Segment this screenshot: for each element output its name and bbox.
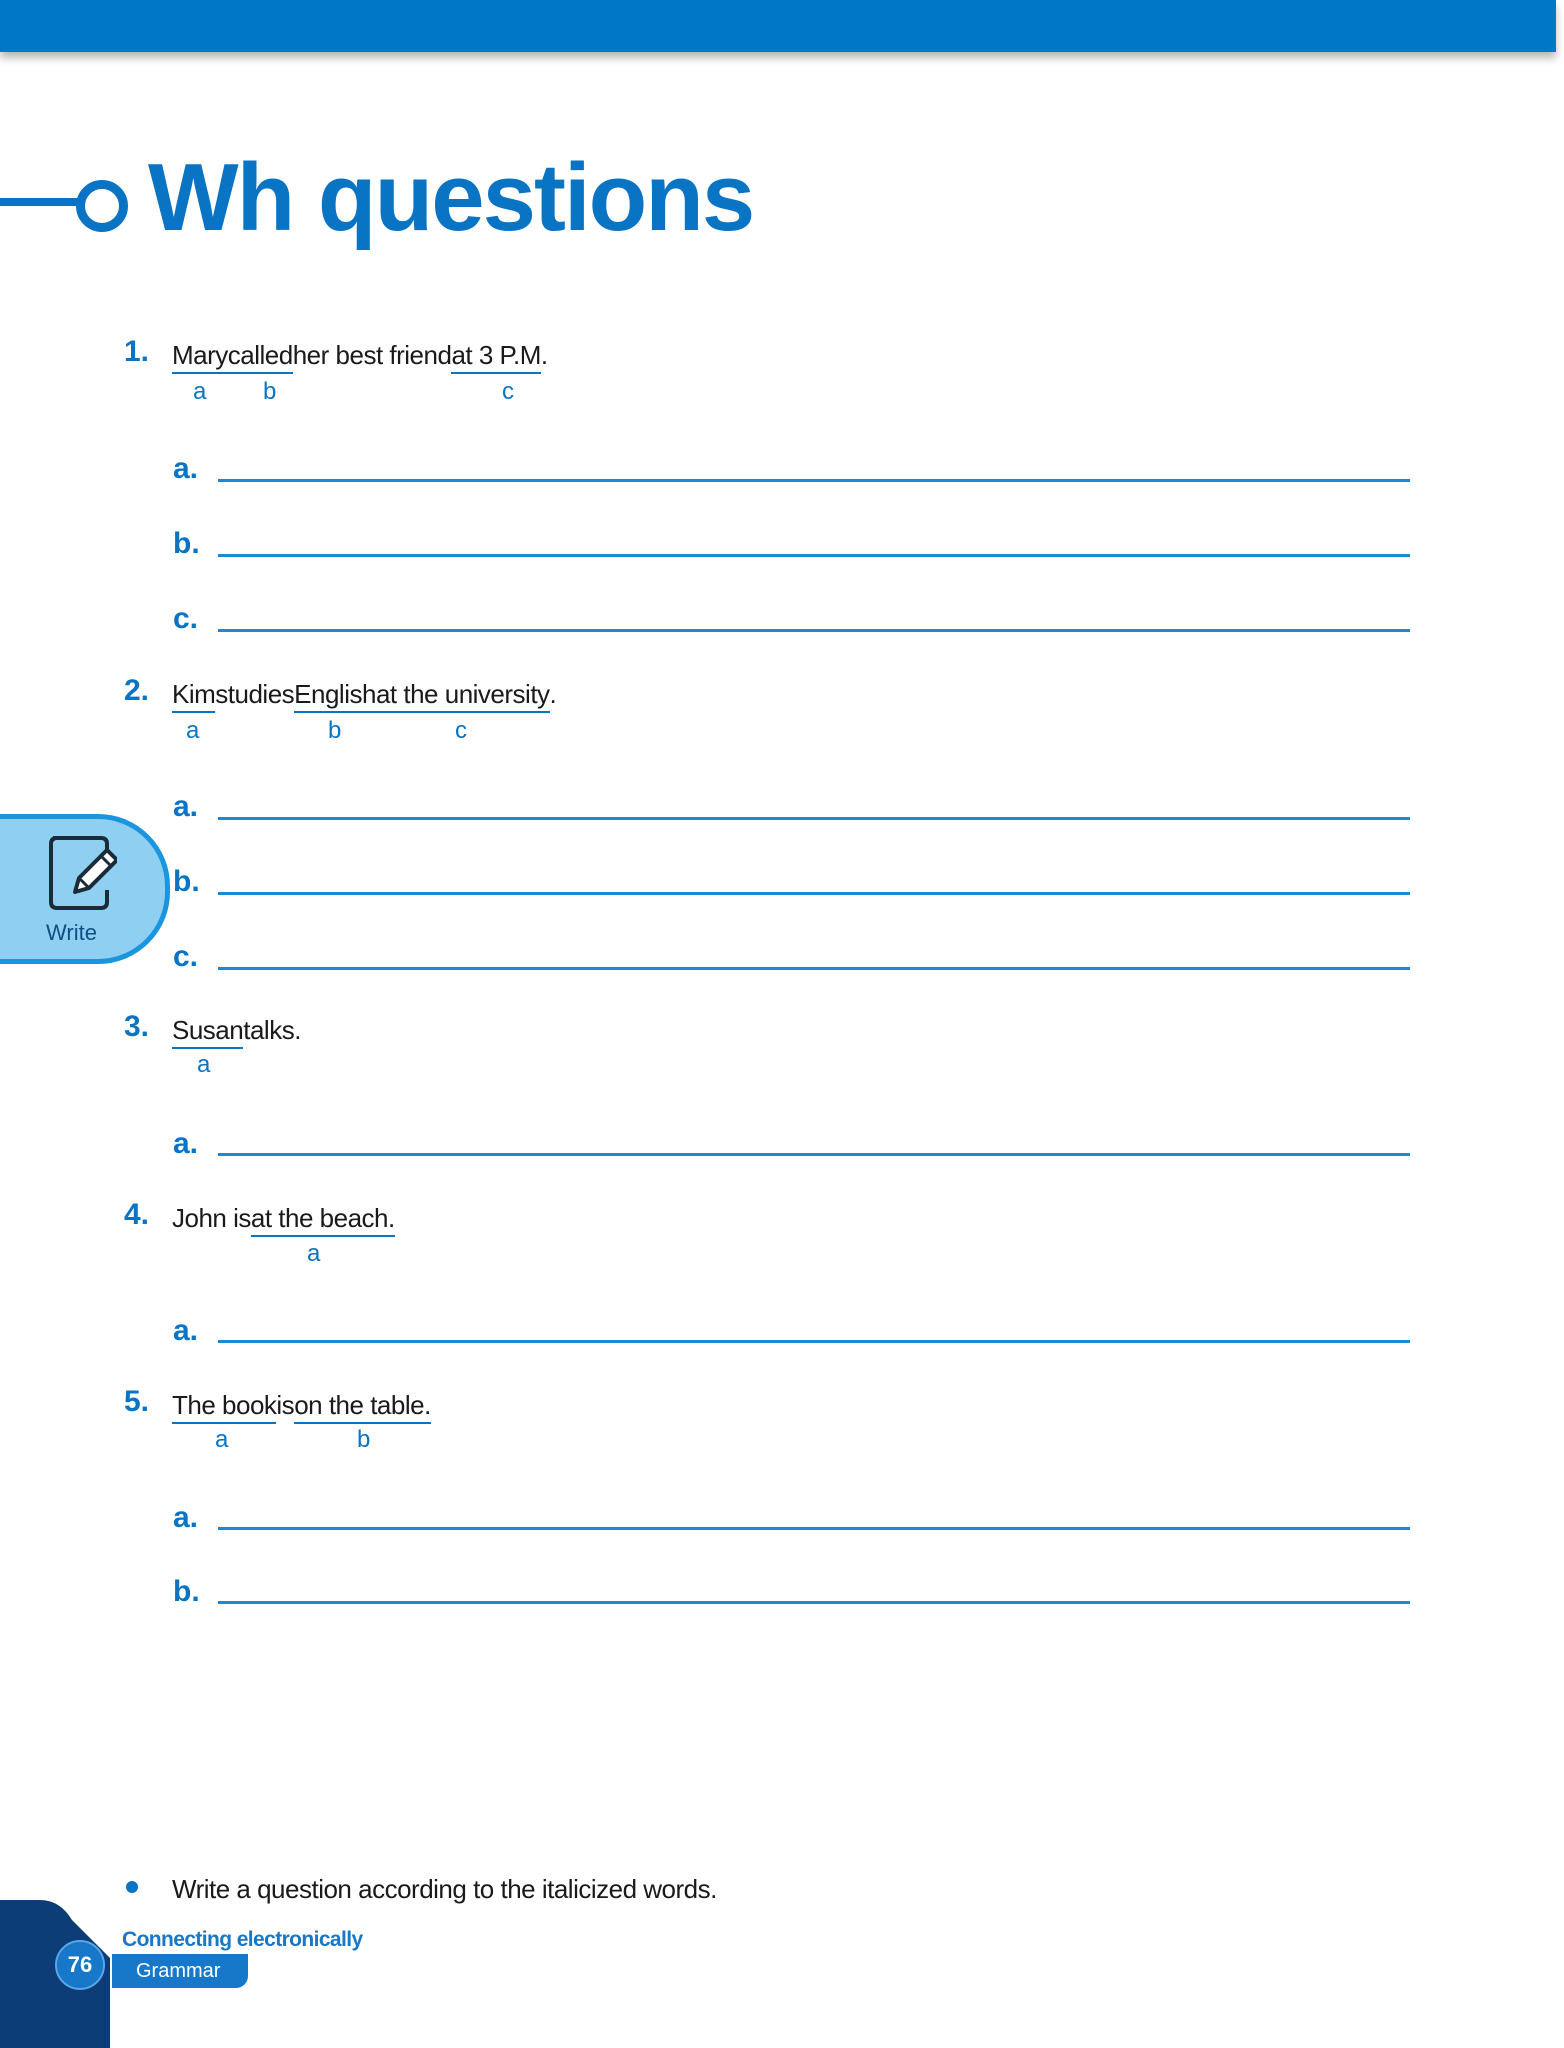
segment-marker: a [197, 1051, 211, 1078]
italic-segment: at 3 P.M [451, 342, 540, 374]
question-number: 2. [124, 674, 150, 707]
plain-segment: . [549, 679, 557, 709]
plain-segment: studies [215, 679, 295, 709]
italic-segment: English [294, 681, 376, 713]
page-title: Wh questions [148, 144, 754, 251]
question-number: 3. [124, 1010, 150, 1043]
question-sentence [172, 1392, 431, 1424]
top-header-bar [0, 0, 1556, 52]
answer-line[interactable] [218, 817, 1410, 820]
instruction-text: Write a question according to the italicized words. [172, 1874, 717, 1904]
segment-marker: a [186, 717, 200, 744]
answer-line[interactable] [218, 629, 1410, 632]
plain-segment: . [540, 340, 548, 370]
question-sentence [172, 342, 548, 374]
title-ring-icon [76, 180, 128, 232]
question-number: 5. [124, 1385, 150, 1418]
italic-segment: on the table. [294, 1392, 431, 1424]
question-sentence [172, 1017, 301, 1049]
italic-segment: The book [172, 1392, 276, 1424]
answer-label: a. [173, 1501, 199, 1534]
italic-segment: at the university [376, 681, 550, 713]
segment-marker: a [193, 378, 207, 405]
answer-label: a. [173, 452, 199, 485]
answer-line[interactable] [218, 554, 1410, 557]
segment-marker: b [263, 378, 277, 405]
answer-line[interactable] [218, 1340, 1410, 1343]
footer-subtitle: Grammar [136, 1960, 221, 1982]
answer-line[interactable] [218, 1601, 1410, 1604]
answer-line[interactable] [218, 1153, 1410, 1156]
answer-line[interactable] [218, 1527, 1410, 1530]
pencil-icon [45, 832, 117, 912]
answer-label: c. [173, 940, 199, 973]
italic-segment: Kim [172, 681, 215, 713]
segment-marker: c [502, 378, 514, 405]
answer-label: c. [173, 602, 199, 635]
footer-title: Connecting electronically [122, 1928, 363, 1951]
italic-segment: Susan [172, 1017, 243, 1049]
answer-label: b. [173, 1575, 200, 1608]
segment-marker: b [328, 717, 342, 744]
answer-label: a. [173, 1314, 199, 1347]
answer-line[interactable] [218, 892, 1410, 895]
plain-segment: John is [172, 1203, 251, 1233]
plain-segment: is [276, 1390, 295, 1420]
plain-segment: her best friend [292, 340, 452, 370]
answer-label: a. [173, 1127, 199, 1160]
segment-marker: b [357, 1426, 371, 1453]
answer-label: b. [173, 865, 200, 898]
answer-label: b. [173, 527, 200, 560]
page-number: 76 [55, 1940, 105, 1990]
italic-segment: Mary [172, 342, 228, 374]
italic-segment: called [228, 342, 293, 374]
segment-marker: a [307, 1240, 321, 1267]
italic-segment: at the beach. [251, 1205, 395, 1237]
title-rule-line [0, 198, 82, 206]
question-sentence [172, 681, 556, 713]
answer-label: a. [173, 790, 199, 823]
question-number: 4. [124, 1198, 150, 1231]
question-number: 1. [124, 335, 150, 368]
segment-marker: a [215, 1426, 229, 1453]
answer-line[interactable] [218, 967, 1410, 970]
plain-segment: talks. [243, 1015, 301, 1045]
write-tab-label: Write [46, 920, 97, 945]
bullet-icon [126, 1881, 138, 1893]
question-sentence [172, 1205, 395, 1237]
segment-marker: c [455, 717, 467, 744]
answer-line[interactable] [218, 479, 1410, 482]
